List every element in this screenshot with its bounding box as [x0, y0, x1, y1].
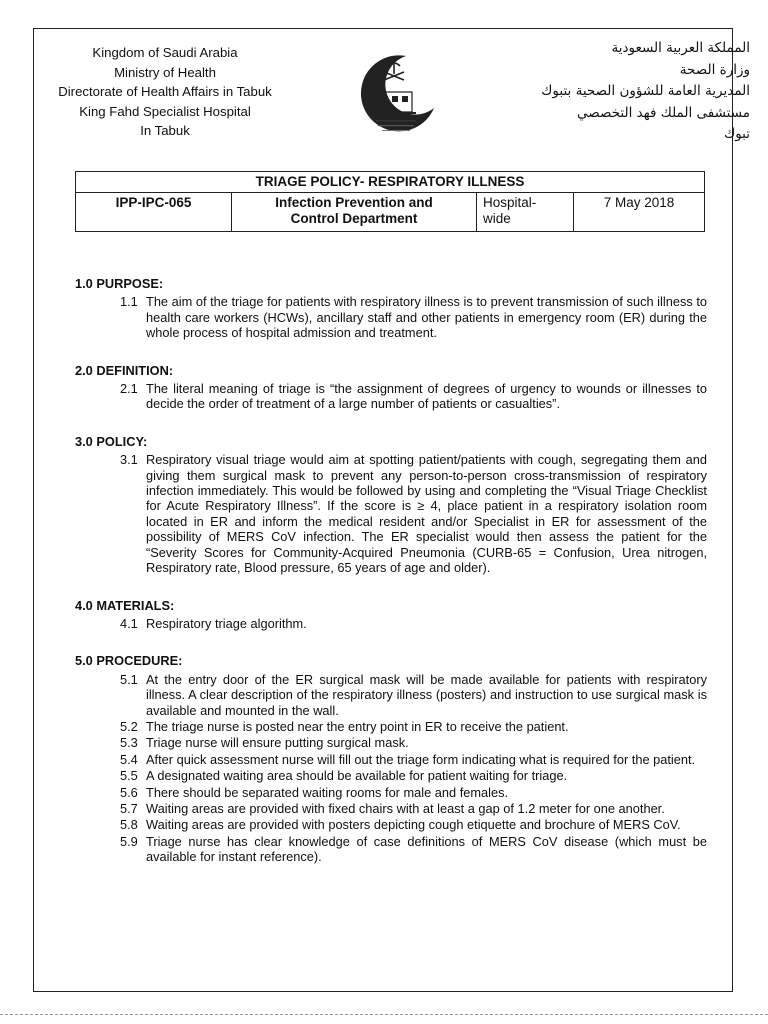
- item-text: The literal meaning of triage is “the assignment of degrees of urgency to wounds or illnesses to decide the order of treatment of a large number of patients or casualties”.: [146, 381, 707, 412]
- list-item: [120, 452, 707, 575]
- item-number: 5.1: [120, 671, 138, 687]
- scan-edge-line: [0, 1014, 768, 1015]
- list-item: [120, 768, 707, 783]
- section-heading: 1.0 PURPOSE:: [75, 276, 164, 291]
- header-line-arabic: المملكة العربية السعودية: [611, 40, 750, 56]
- section-heading: 4.0 MATERIALS:: [75, 597, 175, 613]
- scope: [477, 193, 574, 232]
- item-text: A designated waiting area should be available for patient waiting for triage.: [146, 768, 568, 784]
- list-item: [120, 817, 707, 832]
- section-procedure: [75, 653, 707, 864]
- item-number: 3.1: [120, 452, 138, 468]
- header-line: In Tabuk: [140, 123, 190, 138]
- item-text: Respiratory visual triage would aim at spotting patient/patients with cough, segregating them and giving them surgical mask to prevent any person-to-person cross-transmission of respiratory infection immediately. This would be followed by using and completing the “Visual Triage Checklist for Acute Respiratory Illness”. If the score is ≥ 4, place patient in a respiratory isolation room located in ER and inform the medical resident and/or Specialist in ER for assessment of the possibility of MERS CoV infection. The ER specialist would then assess the patient for the “Severity Scores for Community-Acquired Pneumonia (CURB-65 = Confusion, Urea nitrogen, Respiratory rate, Blood pressure, 65 years of age and older).: [146, 452, 707, 576]
- item-number: 5.6: [120, 784, 138, 800]
- item-text: Waiting areas are provided with posters depicting cough etiquette and brochure of MERS CoV.: [146, 817, 681, 833]
- header-line: King Fahd Specialist Hospital: [79, 103, 251, 119]
- item-number: 5.4: [120, 751, 138, 767]
- section-heading: 3.0 POLICY:: [75, 433, 148, 449]
- scope-line: wide: [483, 211, 511, 226]
- scope-line: Hospital-: [483, 195, 537, 210]
- policy-title: TRIAGE POLICY- RESPIRATORY ILLNESS: [76, 172, 705, 193]
- section-heading: 2.0 DEFINITION:: [75, 362, 174, 378]
- list-item: [120, 801, 707, 816]
- item-text: Triage nurse will ensure putting surgical mask.: [146, 735, 409, 751]
- item-text: Triage nurse has clear knowledge of case definitions of MERS CoV disease (which must be available for instant reference).: [146, 833, 707, 865]
- item-number: 5.2: [120, 718, 138, 734]
- item-number: 5.8: [120, 817, 138, 833]
- list-item: [120, 785, 707, 800]
- item-number: 5.7: [120, 800, 138, 816]
- list-item: [120, 719, 707, 734]
- section-materials: [75, 598, 707, 632]
- hospital-logo: [348, 50, 440, 140]
- section-policy: [75, 434, 707, 576]
- item-number: 2.1: [120, 381, 138, 397]
- list-item: [120, 672, 707, 718]
- header-line: Directorate of Health Affairs in Tabuk: [58, 84, 272, 99]
- department-line: Infection Prevention and: [275, 195, 433, 210]
- list-item: [120, 735, 707, 750]
- item-text: At the entry door of the ER surgical mask will be made available for patients with respiratory illness. A clear description of the respiratory illness (posters) and instruction to use surgical mask is available and mounted in the wall.: [146, 671, 707, 718]
- header-line-arabic: وزارة الصحة: [679, 61, 750, 78]
- header-line: Kingdom of Saudi Arabia: [92, 45, 238, 60]
- item-number: 4.1: [120, 615, 138, 631]
- item-text: Waiting areas are provided with fixed chairs with at least a gap of 1.2 meter for one another.: [146, 800, 665, 816]
- item-text: There should be separated waiting rooms for male and females.: [146, 784, 509, 800]
- effective-date: 7 May 2018: [574, 193, 705, 232]
- header-line: Ministry of Health: [114, 64, 216, 80]
- policy-content: [75, 276, 707, 887]
- list-item: [120, 294, 707, 340]
- item-text: The triage nurse is posted near the entry point in ER to receive the patient.: [146, 718, 569, 734]
- header-line-arabic: تبوك: [724, 126, 750, 142]
- list-item: [120, 834, 707, 865]
- header-line-arabic: المديرية العامة للشؤون الصحية بتبوك: [541, 83, 750, 99]
- list-item: [120, 381, 707, 412]
- item-text: The aim of the triage for patients with respiratory illness is to prevent transmission of such illness to health care workers (HCWs), ancillary staff and other patients in emergency room (ER) during the whole process of hospital admission and treatment.: [146, 294, 707, 341]
- section-purpose: [75, 276, 707, 341]
- document-id: IPP-IPC-065: [76, 193, 232, 232]
- item-number: 5.9: [120, 833, 138, 849]
- section-definition: [75, 363, 707, 412]
- list-item: [120, 752, 707, 767]
- header-english: [40, 43, 290, 141]
- list-item: [120, 616, 707, 631]
- item-number: 5.3: [120, 735, 138, 751]
- item-text: Respiratory triage algorithm.: [146, 615, 307, 631]
- item-number: 5.5: [120, 768, 138, 784]
- department-line: Control Department: [290, 211, 418, 226]
- policy-title-table: [75, 171, 705, 232]
- header-arabic: [500, 38, 750, 146]
- item-text: After quick assessment nurse will fill out the triage form indicating what is required for the patient.: [146, 751, 696, 767]
- item-number: 1.1: [120, 294, 138, 310]
- header-line-arabic: مستشفى الملك فهد التخصصي: [577, 104, 750, 121]
- section-heading: 5.0 PROCEDURE:: [75, 653, 183, 669]
- department: [232, 193, 477, 232]
